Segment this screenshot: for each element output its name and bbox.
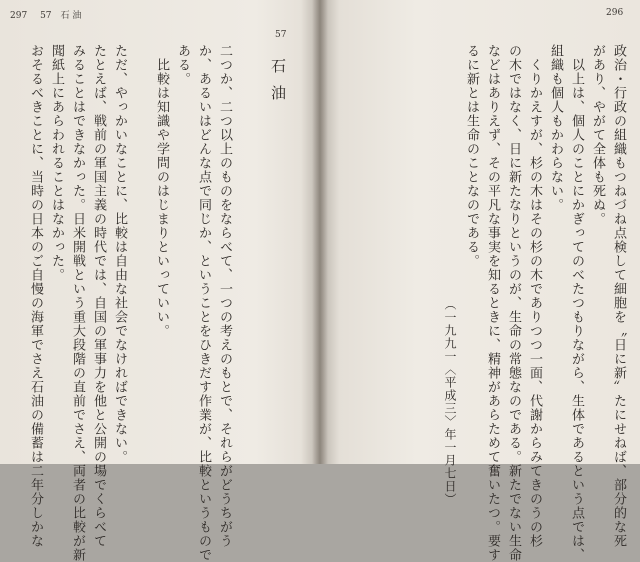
right-line-1: 政治・行政の組織もつねづね点検して細胞を〝日に新〟たにせねば、部分的な死 (611, 44, 626, 548)
right-line-2: があり、やがて全体も死ぬ。 (590, 44, 605, 226)
left-page-number: 297 (10, 11, 28, 21)
left-page-header (10, 8, 91, 21)
left-line-6: ただ、やっかいなことに、比較は自由な社会でなければできない。 (112, 44, 127, 464)
date-note: （一九九一〈平成三〉年一月七日） (443, 298, 457, 506)
section-number: 57 (275, 30, 287, 40)
left-page (0, 0, 318, 562)
left-line-2: か、あるいはどんな点で同じか、ということをひきだす作業が、比較というもので (196, 44, 211, 562)
right-line-3: 以上は、個人のことにかぎってのべたつもりながら、生体であるという点では、 (569, 44, 584, 562)
right-line-5: くりかえすが、杉の木はその杉の木でありつつ一面、代謝からみてきのうの杉 (527, 44, 542, 548)
right-line-8: るに新とは生命のことなのである。 (464, 44, 479, 268)
left-line-7: たとえば、戦前の軍国主義の時代では、自国の軍事力を他と公開の場でくらべて (91, 44, 106, 548)
left-line-4: 比較は知識や学問のはじまりといっていい。 (154, 44, 169, 338)
right-page-number: 296 (606, 8, 624, 18)
left-line-9: 聞紙上にあらわれることはなかった。 (49, 44, 64, 282)
right-line-7: などはありえず、その平凡な事実を知るときに、精神があらためて奮いたつ。要す (485, 44, 500, 562)
left-line-8: みることはできなかった。日米開戦という重大段階の直前でさえ、両者の比較が新 (70, 44, 85, 562)
right-line-4: 組織も個人もかわらない。 (548, 44, 563, 212)
left-line-10: おそるべきことに、当時の日本のご自慢の海軍でさえ石油の備蓄は二年分しかな (28, 44, 43, 548)
right-line-6: の木ではなく、日に新たなりというのが、生命の常態なのである。新たでない生命 (506, 44, 521, 562)
left-line-3: ある。 (175, 44, 190, 86)
running-header: 57 石 油 (40, 11, 82, 21)
section-title: 石油 (269, 58, 287, 112)
right-page (322, 0, 640, 562)
left-line-1: 二つか、二つ以上のものをならべて、一つの考えのもとで、それらがどうちがう (217, 44, 232, 548)
